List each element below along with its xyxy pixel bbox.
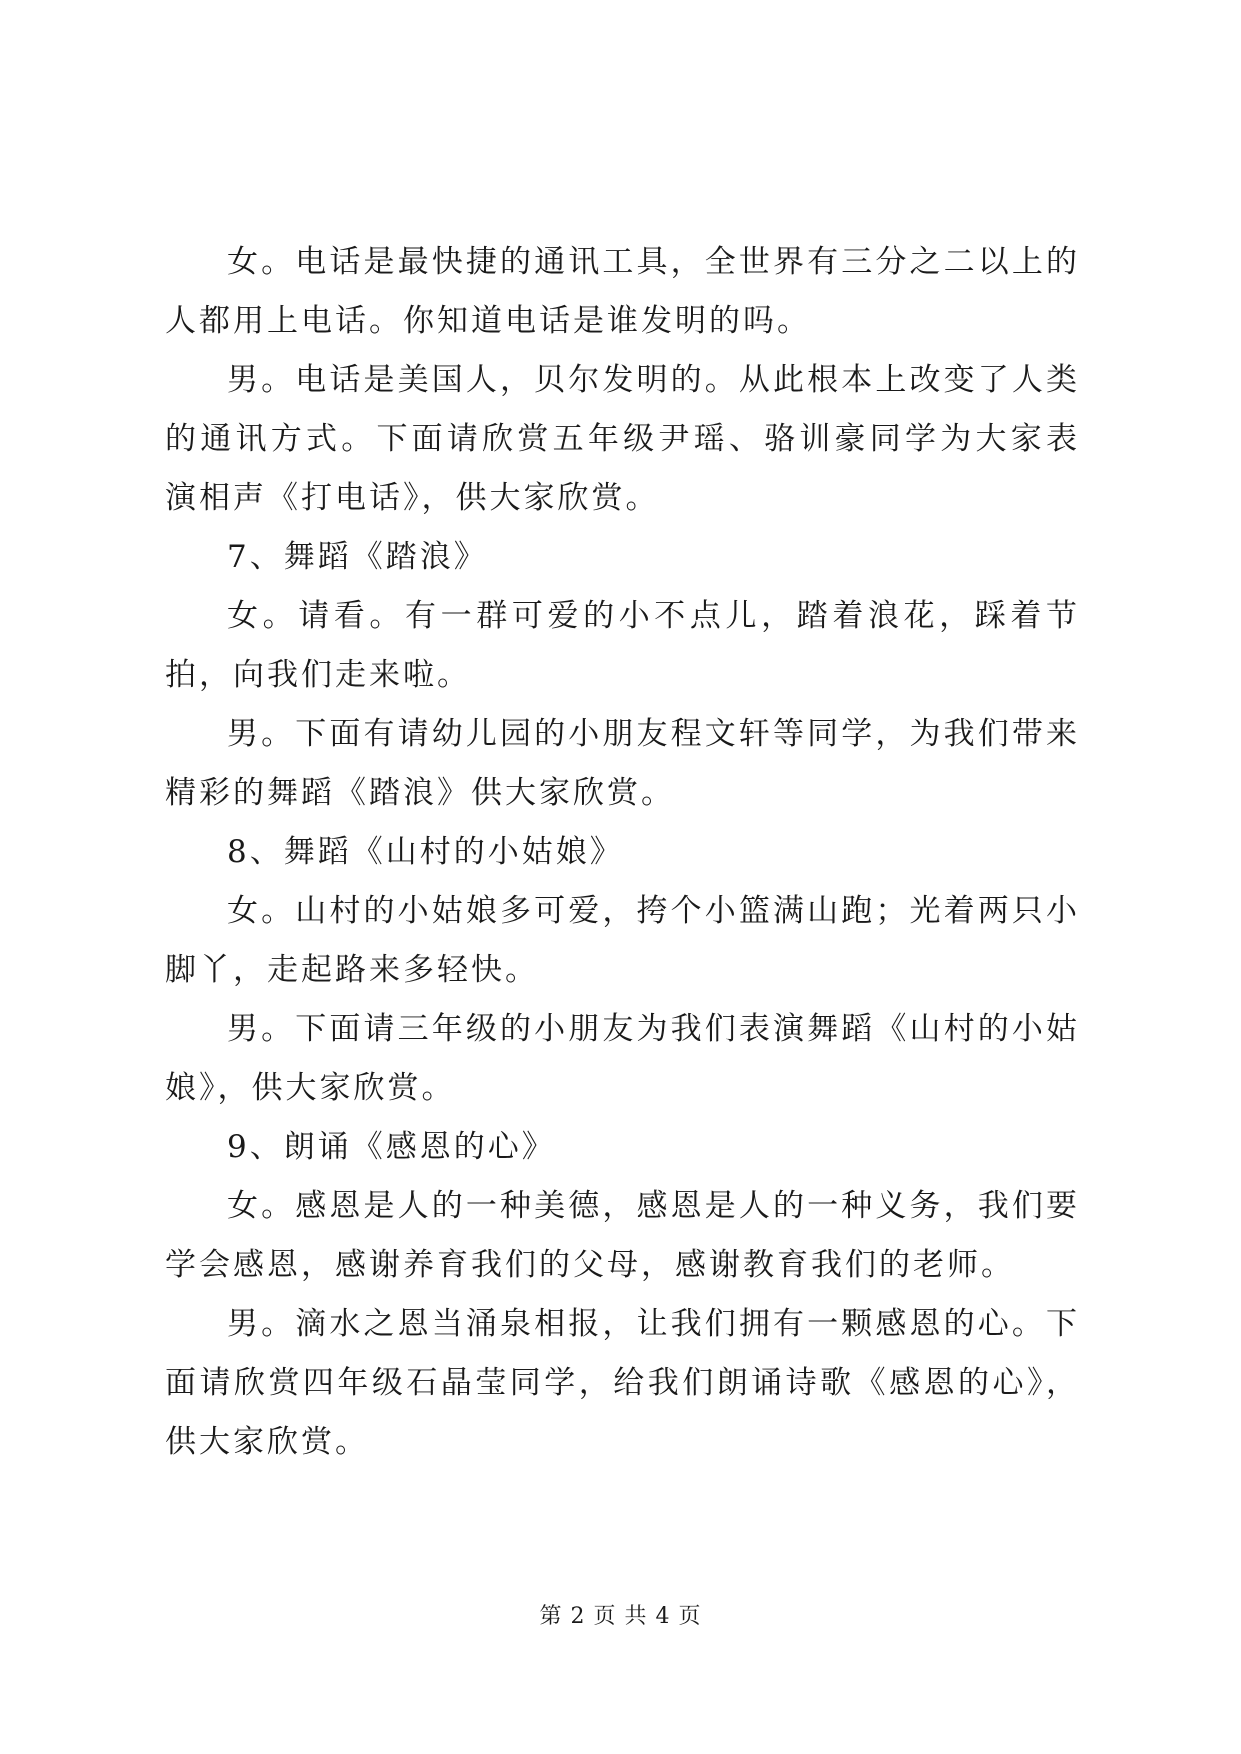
paragraph-male-village-girl: 男。下面请三年级的小朋友为我们表演舞蹈《山村的小姑娘》，供大家欣赏。 [165,1011,1080,1106]
document-body [165,233,1080,1472]
paragraph-female-telephone: 女。电话是最快捷的通讯工具，全世界有三分之二以上的人都用上电话。你知道电话是谁发明的吗。 [165,244,1080,339]
paragraph-male-talang: 男。下面有请幼儿园的小朋友程文轩等同学，为我们带来精彩的舞蹈《踏浪》供大家欣赏。 [165,716,1080,811]
program-item-7-heading: 7、舞蹈《踏浪》 [227,539,488,575]
program-item-8-heading: 8、舞蹈《山村的小姑娘》 [227,834,624,870]
paragraph-female-village-girl: 女。山村的小姑娘多可爱，挎个小篮满山跑；光着两只小脚丫，走起路来多轻快。 [165,893,1080,988]
paragraph-female-talang: 女。请看。有一群可爱的小不点儿，踏着浪花，踩着节拍，向我们走来啦。 [165,598,1080,693]
page-number-footer: 第 2 页 共 4 页 [539,1604,702,1629]
paragraph-male-gratitude: 男。滴水之恩当涌泉相报，让我们拥有一颗感恩的心。下面请欣赏四年级石晶莹同学，给我们朗诵诗歌《感恩的心》，供大家欣赏。 [165,1306,1080,1460]
paragraph-female-gratitude: 女。感恩是人的一种美德，感恩是人的一种义务，我们要学会感恩，感谢养育我们的父母，感谢教育我们的老师。 [165,1188,1080,1283]
paragraph-male-telephone: 男。电话是美国人，贝尔发明的。从此根本上改变了人类的通讯方式。下面请欣赏五年级尹瑶、骆训豪同学为大家表演相声《打电话》，供大家欣赏。 [165,362,1080,516]
program-item-9-heading: 9、朗诵《感恩的心》 [227,1129,556,1165]
